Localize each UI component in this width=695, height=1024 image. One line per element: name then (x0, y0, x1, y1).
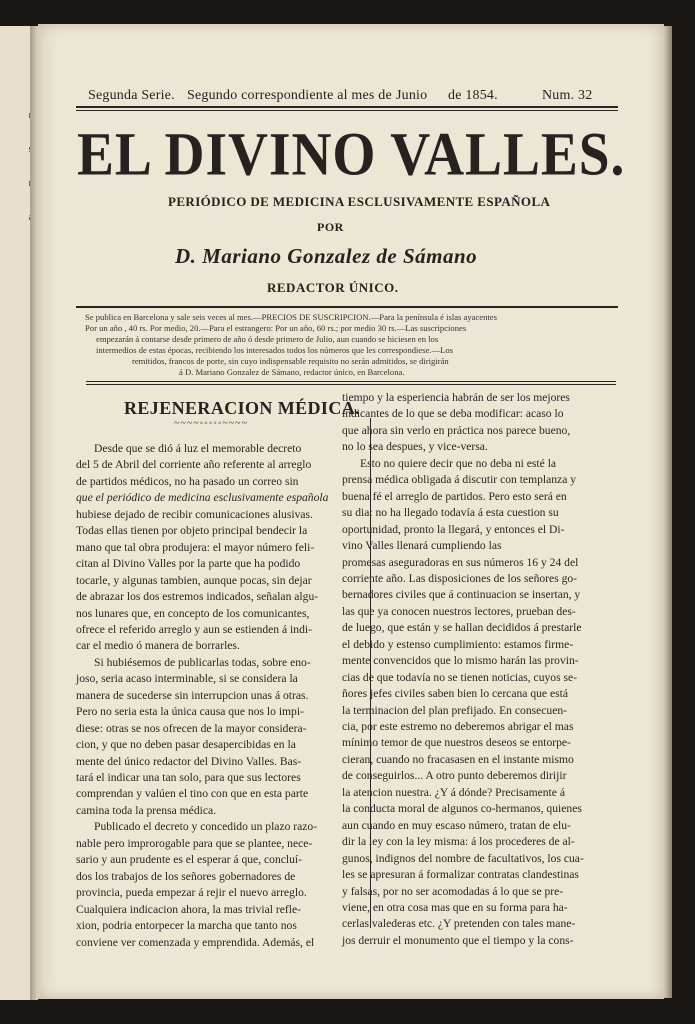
serie-label: Segunda Serie. (88, 88, 175, 103)
left-col-line: car el medio ó manera de borrarles. (76, 639, 240, 653)
left-col-line: mano que tal obra produjera: el mayor número feli- (76, 540, 315, 554)
header-rule-bottom (76, 110, 618, 111)
masthead-title: EL DIVINO VALLES. (77, 119, 626, 189)
editor-label: REDACTOR ÚNICO. (267, 280, 399, 295)
right-col-line: gunos, indignos del nombre de facultativos, los cua- (342, 851, 584, 865)
left-col-line: nable pero improrogable para que se plantee, nece- (76, 836, 313, 850)
left-col-line: comprendan y valúen el tino con que en esta parte (76, 787, 309, 801)
left-col-line: conviene ver comenzada y emprendida. Además, el (76, 935, 315, 949)
page-right-edge (664, 26, 672, 998)
right-col-line: cias de que todavía no se tienen noticias, cuyos se- (342, 670, 578, 684)
right-col-line: buena fé el arreglo de partidos. Pero esto será en (342, 489, 567, 503)
notice-rule-top (76, 306, 618, 308)
right-col-line: ñores jefes civiles saben bien lo cercana que está (342, 687, 568, 701)
left-col-line: tará el indicar una tan solo, para que sus lectores (76, 771, 301, 784)
article-title: REJENERACION MÉDICA. (124, 398, 361, 418)
book-spine (30, 26, 38, 1000)
right-col-line: que ahora sin verlo en práctica nos parece bueno, (342, 423, 571, 437)
left-col-line: nos lunares que, en concepto de los comunicantes, (76, 606, 310, 620)
left-col-line: tocarle, y algunas tambien, aunque pocas, sin dejar (76, 573, 312, 587)
left-col-line: cion, y que no deben pasar desapercibidas en la (76, 738, 296, 752)
month-label: Junio (396, 88, 428, 103)
right-col-line: las que ya conocen nuestros lectores, prueban des- (342, 604, 576, 618)
right-col-line: indicantes de lo que se deba modificar: acaso lo (342, 407, 564, 421)
right-col-line: oportunidad, pronto la llegará, y entonces el Di- (342, 522, 565, 536)
left-col-line: joso, seria acaso interminable, si se considera la (76, 672, 298, 686)
left-col-line: de partidos médicos, no ha pasado un correo sin (76, 474, 299, 488)
left-col-line: Publicado el decreto y concedido un plazo razo- (94, 820, 318, 834)
title-ornament: ~~~~◦◦◦◦◦~~~~ (174, 418, 249, 429)
right-col-line: tiempo y la esperiencia habrán de ser los mejores (342, 391, 570, 404)
correspondiente-label: Segundo correspondiente al mes de (187, 88, 392, 103)
right-col-line: cia, por este estremo no deberemos abrigar el mas (342, 720, 574, 733)
right-col-line: la terminacion del plan prefijado. En consecuen- (342, 703, 568, 717)
right-col-line: corriente año. Las disposiciones de los señores go- (342, 571, 578, 585)
right-col-line: el debido y estenso cumplimiento: estamos firme- (342, 637, 574, 651)
right-col-line: de luego, que están y se hallan decididos á prestarle (342, 621, 582, 635)
left-col-line: de abrazar los dos estremos indicados, señalan algu- (76, 590, 319, 604)
left-col-line: Si hubiésemos de publicarlas todas, sobre eno- (94, 655, 311, 669)
left-col-line: manera de sucederse sin interrupcion unas á otras. (76, 688, 309, 702)
left-col-line: diese: otras se nos ofrecen de la mayor considera- (76, 721, 307, 735)
left-col-line: citan al Divino Valles por la parte que ha podido (76, 557, 301, 571)
right-col-line: mínimo temor de que nuestros deseos se entorpe- (342, 736, 571, 750)
right-col-line: bernadores civiles que á continuacion se insertan, y (342, 588, 581, 602)
right-col-line: de conseguirlos... A otro punto deberemos dirijir (342, 769, 567, 783)
right-col-line: cieran, cuando no fracasasen en el instante mismo (342, 752, 574, 766)
left-col-line: dos los trabajos de los señores gobernadores de (76, 869, 296, 883)
right-col-line: su dia: no ha llegado todavía á esta cuestion su (342, 506, 559, 520)
notice-rule-bottom-1 (86, 381, 616, 382)
masthead-subtitle: PERIÓDICO DE MEDICINA ESCLUSIVAMENTE ESPAÑOLA (168, 194, 551, 209)
notice-line: intermedios de estas épocas, recibiendo los interesados todos los números que les correspondiese.—Los (96, 345, 454, 355)
left-col-line: del 5 de Abril del corriente año referente al arreglo (76, 458, 312, 472)
author-name: D. Mariano Gonzalez de Sámano (175, 244, 478, 268)
right-col-line: la atencion nuestra. ¿Y á dónde? Precisamente á (342, 785, 565, 799)
left-col-line: sario y aun prudente es el esperar á que, concluí- (76, 853, 302, 867)
notice-rule-bottom-2 (86, 384, 616, 385)
left-col-line: provincia, pueda empezar á rejir el nuevo arreglo. (76, 886, 307, 900)
left-col-line: camina toda la prensa médica. (76, 803, 217, 817)
notice-line: empezarán á contarse desde primero de año ó desde primero de Julio, aun cuando se hiciesen en los (96, 334, 439, 344)
right-col-line: y falsas, por no ser acomodadas á lo que se pre- (342, 884, 564, 898)
notice-line: Se publica en Barcelona y sale seis veces al mes.—PRECIOS DE SUSCRIPCION.—Para la península é islas ayacentes (85, 312, 497, 322)
right-col-line: prensa médica obligada á discutir con templanza y (342, 473, 577, 487)
right-col-line: no lo sea despues, y vice-versa. (342, 440, 488, 454)
right-col-line: aun cuando en muy escaso número, tratan de elu- (342, 818, 571, 832)
left-col-line: ofrece el referido arreglo y aun se estienden á indi- (76, 622, 312, 636)
left-col-line: Cualquiera indicacion ahora, la mas trivial refle- (76, 902, 302, 916)
right-col-line: la conducta moral de algunos co-hermanos, quienes (342, 802, 582, 816)
right-col-line: dir la ley con la ley misma: á los procederes de al- (342, 835, 575, 849)
right-col-line: mente convencidos que lo mismo harán las provin- (342, 654, 579, 668)
year-label: de 1854. (448, 88, 498, 103)
right-col-line: les se apresuran á formalizar contratas clandestinas (342, 868, 579, 882)
left-col-line: hubiese dejado de recibir comunicaciones alusivas. (76, 507, 313, 521)
right-col-line: Esto no quiere decir que no deba ni esté la (360, 456, 557, 470)
newspaper-page (38, 24, 664, 999)
right-col-line: cerlas valederas etc. ¿Y pretenden con tales mane- (342, 917, 576, 931)
issue-number: Num. 32 (542, 88, 593, 103)
por-label: POR (317, 220, 344, 234)
left-col-line: xion, podria entorpecer la marcha que tanto nos (76, 919, 297, 933)
left-col-line: mente del único redactor del Divino Valles. Bas- (76, 754, 302, 768)
left-col-line: Desde que se dió á luz el memorable decreto (94, 442, 302, 455)
notice-line: Por un año , 40 rs. Por medio, 20.—Para el estrangero: Por un año, 60 rs.; por medio 30 rs.—Las suscripciones (85, 323, 467, 333)
notice-line: remitidos, francos de porte, sin cuyo indispensable requisito no serán admitidos, se dirigirán (132, 356, 449, 366)
right-col-line: jos derruir el monumento que el tiempo y la cons- (342, 933, 574, 947)
header-rule-top (76, 106, 618, 108)
right-col-line: promesas aseguradoras en sus números 16 y 24 del (342, 555, 579, 569)
right-col-line: viene, en otra cosa mas que en su forma para ha- (342, 900, 568, 914)
right-col-line: vino Valles llenará cumpliendo las (342, 539, 502, 553)
notice-line: á D. Mariano Gonzalez de Sámano, redactor único, en Barcelona. (179, 367, 405, 377)
left-col-line: Pero no seria esta la única causa que nos lo impi- (76, 705, 304, 719)
left-col-line: Todas ellas tienen por objeto principal bendecir la (76, 524, 308, 538)
left-col-line: que el periódico de medicina esclusivamente española (76, 491, 329, 505)
